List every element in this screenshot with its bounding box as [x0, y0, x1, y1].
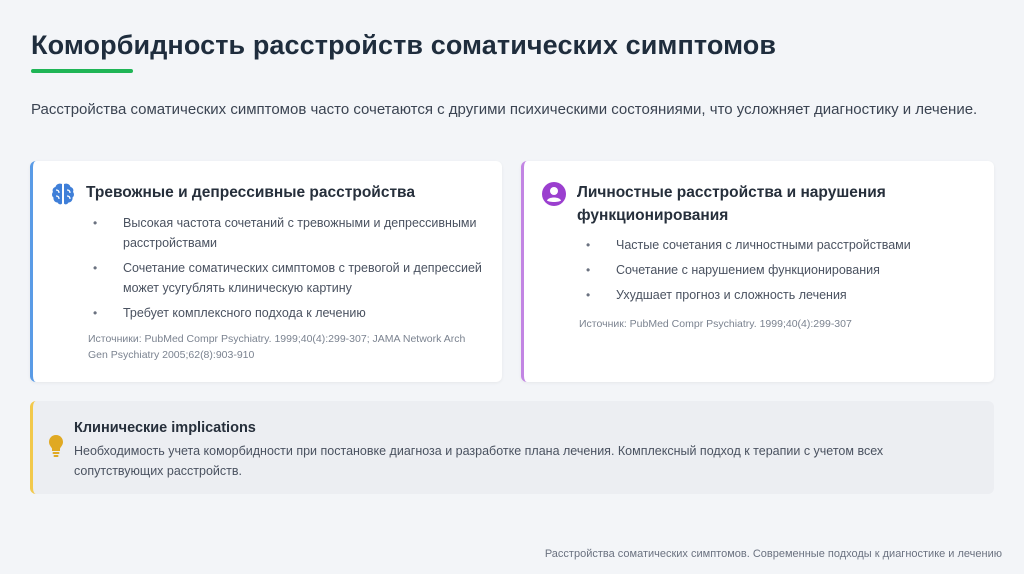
list-item-text: Требует комплексного подхода к лечению [123, 306, 366, 320]
bullet-list [586, 235, 986, 310]
bullet-dot: • [93, 216, 98, 230]
sources-text: Источник: PubMed Compr Psychiatry. 1999;40(4):299-307 [579, 318, 852, 330]
list-item-text: Сочетание с нарушением функционирования [616, 263, 880, 277]
note-text: Необходимость учета коморбидности при постановке диагноза и разработке плана лечения. Комплексный подход к терапии с учетом всех сопутствующих расстройств. [74, 444, 884, 478]
lightbulb-icon [47, 433, 65, 459]
list-item-text: Высокая частота сочетаний с тревожными и депрессивными расстройствами [123, 216, 477, 250]
note-title: Клинические implications [74, 420, 256, 436]
clinical-note [30, 401, 994, 494]
list-item [586, 285, 986, 305]
list-item [586, 260, 986, 280]
list-item [586, 235, 986, 255]
card-personality-disorders [521, 161, 994, 382]
page-title: Коморбидность расстройств соматических симптомов [31, 30, 777, 60]
list-item [93, 258, 498, 298]
bullet-dot: • [93, 306, 98, 320]
bullet-dot: • [586, 288, 591, 302]
bullet-dot: • [93, 261, 98, 275]
intro-text: Расстройства соматических симптомов часто сочетаются с другими психическими состояниями, что усложняет диагностику и лечение. [31, 101, 978, 118]
list-item [93, 303, 498, 323]
bullet-list [93, 213, 498, 328]
list-item [93, 213, 498, 253]
sources-text: Источники: PubMed Compr Psychiatry. 1999;40(4):299-307; JAMA Network Arch Gen Psychiatry 2005;62(8):903-910 [88, 333, 466, 361]
card-title: Тревожные и депрессивные расстройства [86, 184, 415, 201]
footer-text: Расстройства соматических симптомов. Современные подходы к диагностике и лечению [544, 548, 1002, 560]
user-circle-icon [541, 181, 567, 207]
brain-icon [50, 181, 76, 207]
list-item-text: Частые сочетания с личностными расстройствами [616, 238, 911, 252]
title-underline [31, 69, 133, 73]
bullet-dot: • [586, 263, 591, 277]
card-title: Личностные расстройства и нарушения функционирования [577, 184, 886, 224]
list-item-text: Сочетание соматических симптомов с тревогой и депрессией может усугублять клиническую картину [123, 261, 482, 295]
card-anxiety-depression [30, 161, 502, 382]
bullet-dot: • [586, 238, 591, 252]
list-item-text: Ухудшает прогноз и сложность лечения [616, 288, 847, 302]
